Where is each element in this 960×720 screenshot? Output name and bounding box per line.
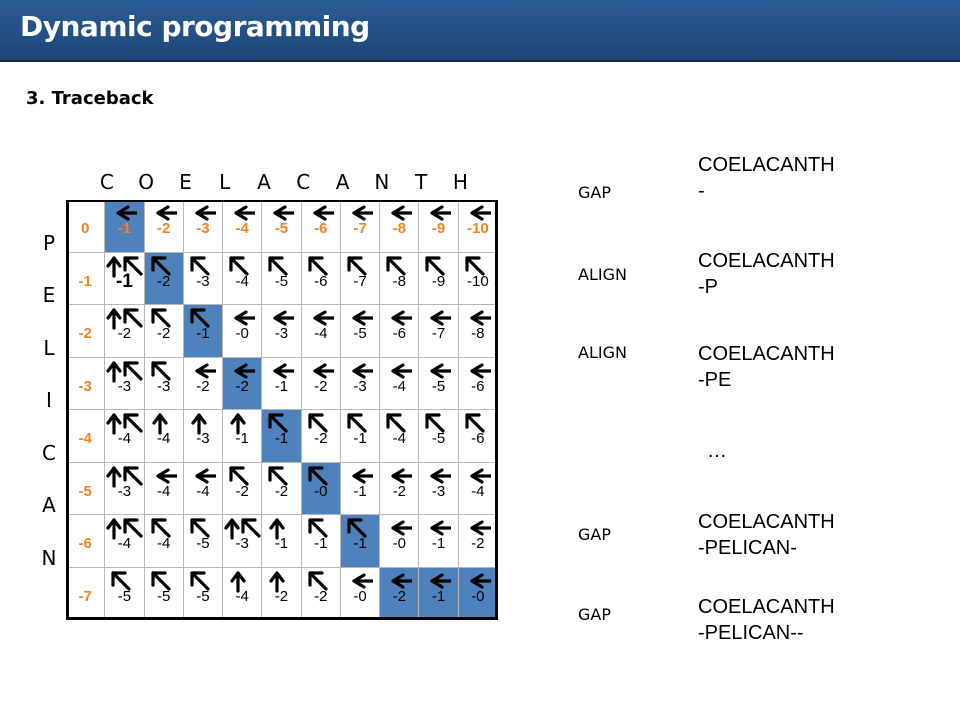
cell-score: -1: [235, 430, 249, 447]
cell-score: -5: [431, 377, 446, 395]
cell-score: -0: [392, 535, 406, 552]
matrix-cell: [105, 568, 144, 621]
cell-score: -2: [156, 272, 171, 290]
cell-score: -1: [274, 377, 289, 395]
matrix-cell: [184, 358, 223, 411]
matrix-cell: [341, 253, 380, 306]
cell-score: -2: [78, 325, 92, 342]
matrix-cell: [145, 358, 184, 411]
cell-score: -4: [235, 587, 249, 605]
matrix-cell: [419, 305, 458, 358]
column-letter: A: [257, 170, 271, 194]
row-letter: E: [42, 283, 56, 308]
matrix-cell: [380, 515, 419, 568]
cell-score: -6: [314, 220, 328, 237]
cell-score: -3: [196, 272, 210, 290]
cell-score: -2: [314, 377, 328, 395]
cell-score: -3: [117, 482, 132, 500]
column-letter: C: [99, 170, 114, 194]
cell-score: -4: [235, 220, 249, 237]
matrix-cell: [184, 200, 223, 253]
cell-score: -3: [274, 325, 289, 342]
cell-score: -2: [196, 377, 210, 395]
matrix-cell: [184, 515, 223, 568]
row-letter: A: [42, 493, 56, 518]
cell-score: -4: [392, 377, 406, 395]
alignment-line: COELACANTH: [698, 596, 835, 618]
cell-score: -6: [471, 377, 485, 395]
matrix-cell: [262, 305, 301, 358]
step-op-label: ALIGN: [578, 265, 627, 284]
cell-score: -5: [353, 325, 367, 342]
matrix-cell: [66, 200, 105, 253]
matrix-cell: [302, 410, 341, 463]
column-letter: E: [179, 170, 192, 194]
matrix-cell: [302, 463, 341, 516]
alignment-line: -PE: [698, 369, 732, 391]
matrix-cell: [380, 200, 419, 253]
column-letter: T: [414, 170, 428, 194]
matrix-cell: [459, 410, 498, 463]
column-letter: O: [138, 170, 155, 194]
cell-score: -5: [117, 587, 132, 605]
matrix-cell: [341, 358, 380, 411]
row-letter: N: [41, 545, 57, 570]
matrix-cell: [341, 568, 380, 621]
cell-score: -5: [196, 535, 210, 552]
step-alignment: [698, 152, 835, 204]
alignment-line: COELACANTH: [698, 511, 835, 533]
row-letter: P: [42, 230, 56, 255]
cell-score: -6: [471, 430, 485, 447]
step-alignment: [698, 509, 835, 561]
matrix-cell: [105, 200, 144, 253]
cell-score: -6: [392, 325, 406, 342]
cell-score: -1: [353, 535, 367, 552]
matrix-cell: [262, 410, 301, 463]
column-letter: A: [335, 170, 350, 194]
step-op-label: ALIGN: [578, 343, 627, 362]
matrix-cell: [341, 305, 380, 358]
matrix-cell: [302, 253, 341, 306]
cell-score: -6: [78, 535, 92, 552]
column-letter: L: [219, 170, 231, 194]
column-letter: H: [452, 170, 468, 194]
alignment-line: -: [698, 180, 705, 202]
title-bar: [0, 0, 960, 62]
dp-matrix: [66, 200, 498, 620]
matrix-cell: [459, 515, 498, 568]
ellipsis: …: [707, 440, 727, 462]
cell-score: -1: [274, 535, 289, 552]
cell-score: -2: [392, 482, 406, 500]
matrix-cell: [184, 305, 223, 358]
matrix-cell: [302, 200, 341, 253]
step-alignment: [698, 341, 835, 393]
cell-score: -4: [156, 535, 171, 552]
cell-score: -4: [117, 535, 132, 552]
cell-score: -7: [353, 272, 367, 290]
matrix-cell: [145, 253, 184, 306]
matrix-cell: [223, 410, 262, 463]
matrix-cell: [419, 515, 458, 568]
matrix-cell: [262, 358, 301, 411]
matrix-cell: [145, 515, 184, 568]
step-alignment: [698, 248, 835, 300]
cell-score: -0: [314, 482, 328, 500]
matrix-cell: [145, 568, 184, 621]
cell-score: -1: [274, 430, 289, 447]
matrix-cell: [419, 463, 458, 516]
cell-score: -4: [117, 430, 132, 447]
matrix-cell: [145, 200, 184, 253]
matrix-cell: [66, 410, 105, 463]
cell-score: -5: [431, 430, 446, 447]
matrix-cell: [380, 410, 419, 463]
alignment-line: COELACANTH: [698, 343, 835, 365]
matrix-cell: [419, 200, 458, 253]
matrix-cell: [380, 568, 419, 621]
matrix-cell: [262, 568, 301, 621]
cell-score: -4: [196, 482, 210, 500]
cell-score: -3: [117, 377, 132, 395]
cell-score: -7: [353, 220, 367, 237]
cell-score: -7: [78, 587, 92, 605]
cell-score: -1: [431, 587, 446, 605]
column-letter: N: [374, 170, 390, 194]
cell-score: -10: [467, 220, 489, 237]
step-op-label: GAP: [578, 183, 611, 202]
matrix-cell: [223, 305, 262, 358]
cell-score: -5: [156, 587, 171, 605]
matrix-cell: [459, 463, 498, 516]
matrix-cell: [145, 305, 184, 358]
cell-score: -3: [78, 377, 92, 395]
cell-score: -6: [314, 272, 328, 290]
matrix-cell: [184, 568, 223, 621]
cell-score: -2: [314, 587, 328, 605]
alignment-line: -P: [698, 276, 718, 298]
alignment-line: -PELICAN-: [698, 537, 797, 559]
cell-score: -1: [115, 270, 133, 292]
matrix-cell: [223, 253, 262, 306]
matrix-cell: [66, 253, 105, 306]
cell-score: -2: [235, 482, 249, 500]
matrix-cell: [66, 568, 105, 621]
matrix-cell: [341, 463, 380, 516]
matrix-cell: [341, 200, 380, 253]
cell-score: -5: [274, 220, 289, 237]
matrix-cell: [459, 358, 498, 411]
matrix-cell: [105, 305, 144, 358]
matrix-cell: [302, 568, 341, 621]
cell-score: -2: [274, 587, 289, 605]
cell-score: -4: [314, 325, 328, 342]
matrix-cell: [66, 515, 105, 568]
cell-score: -1: [431, 535, 446, 552]
matrix-cell: [459, 200, 498, 253]
alignment-line: -PELICAN--: [698, 622, 804, 644]
matrix-cell: [105, 515, 144, 568]
alignment-line: COELACANTH: [698, 154, 835, 176]
cell-score: -3: [196, 220, 210, 237]
matrix-cell: [66, 305, 105, 358]
matrix-cell: [145, 410, 184, 463]
matrix-cell: [105, 253, 144, 306]
step-op-label: GAP: [578, 605, 611, 624]
step-op-label: GAP: [578, 525, 611, 544]
cell-score: -10: [467, 272, 489, 290]
cell-score: -2: [274, 482, 289, 500]
cell-score: -5: [274, 272, 289, 290]
cell-score: -1: [314, 535, 328, 552]
row-letter: I: [46, 388, 52, 413]
matrix-cell: [184, 253, 223, 306]
matrix-cell: [302, 305, 341, 358]
cell-score: -5: [78, 482, 92, 500]
matrix-cell: [105, 358, 144, 411]
matrix-cell: [419, 253, 458, 306]
matrix-cell: [341, 515, 380, 568]
section-heading: 3. Traceback: [26, 88, 154, 109]
matrix-cell: [105, 410, 144, 463]
cell-score: -9: [431, 220, 446, 237]
matrix-cell: [459, 305, 498, 358]
matrix-cell: [380, 253, 419, 306]
cell-score: -7: [431, 325, 446, 342]
matrix-cell: [66, 358, 105, 411]
cell-score: -0: [235, 325, 249, 342]
matrix-cell: [459, 253, 498, 306]
cell-score: -1: [353, 482, 367, 500]
cell-score: -2: [117, 325, 132, 342]
cell-score: -5: [196, 587, 210, 605]
matrix-cell: [184, 463, 223, 516]
matrix-cell: [223, 358, 262, 411]
cell-score: -4: [471, 482, 485, 500]
step-alignment: [698, 594, 835, 646]
cell-score: -2: [314, 430, 328, 447]
cell-score: -8: [392, 220, 406, 237]
cell-score: -4: [392, 430, 406, 447]
cell-score: -4: [78, 430, 92, 447]
matrix-cell: [262, 515, 301, 568]
cell-score: -8: [471, 325, 485, 342]
alignment-line: COELACANTH: [698, 250, 835, 272]
matrix-cell: [341, 410, 380, 463]
cell-score: -9: [431, 272, 446, 290]
cell-score: -2: [235, 377, 249, 395]
matrix-cell: [105, 463, 144, 516]
matrix-cell: [380, 463, 419, 516]
row-letter: L: [43, 335, 55, 360]
slide-title: Dynamic programming: [20, 10, 370, 43]
matrix-cell: [302, 358, 341, 411]
matrix-cell: [380, 305, 419, 358]
matrix-cell: [145, 463, 184, 516]
cell-score: -3: [353, 377, 367, 395]
matrix-cell: [380, 358, 419, 411]
matrix-cell: [223, 515, 262, 568]
cell-score: -1: [78, 272, 92, 290]
matrix-cell: [262, 253, 301, 306]
matrix-cell: [419, 568, 458, 621]
cell-score: -0: [471, 587, 485, 605]
cell-score: -3: [431, 482, 446, 500]
row-letter: C: [42, 440, 56, 465]
cell-score: -2: [392, 587, 406, 605]
cell-score: -4: [235, 272, 249, 290]
cell-score: -2: [156, 325, 171, 342]
cell-score: -3: [196, 430, 210, 447]
matrix-cell: [223, 463, 262, 516]
matrix-cell: [262, 463, 301, 516]
cell-score: -4: [156, 482, 171, 500]
cell-score: -2: [156, 220, 171, 237]
matrix-cell: [223, 568, 262, 621]
cell-score: -1: [353, 430, 367, 447]
cell-score: 0: [80, 220, 90, 237]
cell-score: -0: [353, 587, 367, 605]
matrix-cell: [419, 410, 458, 463]
cell-score: -2: [471, 535, 485, 552]
matrix-cell: [419, 358, 458, 411]
cell-score: -3: [156, 377, 171, 395]
cell-score: -1: [196, 325, 210, 342]
cell-score: -1: [117, 220, 132, 237]
cell-score: -3: [235, 535, 249, 552]
cell-score: -8: [392, 272, 406, 290]
matrix-cell: [223, 200, 262, 253]
matrix-cell: [66, 463, 105, 516]
matrix-cell: [302, 515, 341, 568]
matrix-cell: [459, 568, 498, 621]
matrix-cell: [184, 410, 223, 463]
cell-score: -4: [156, 430, 171, 447]
matrix-cell: [262, 200, 301, 253]
column-letter: C: [296, 170, 311, 194]
